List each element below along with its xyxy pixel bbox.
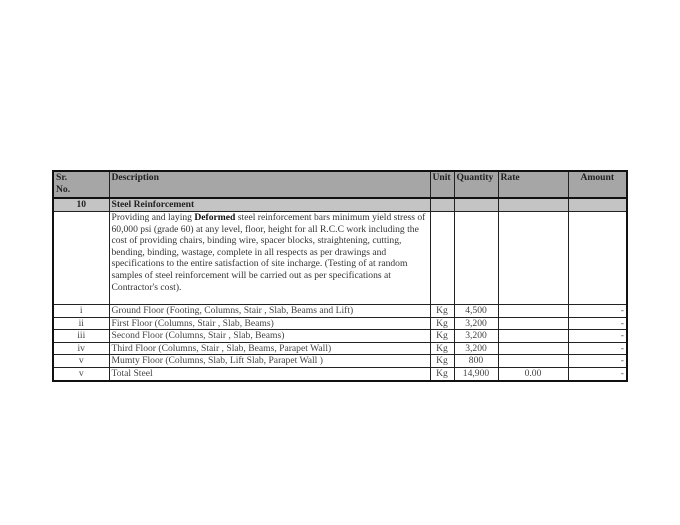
row-sr: v <box>53 355 109 368</box>
row-sr: i <box>53 305 109 318</box>
row-quantity: 3,200 <box>454 317 498 330</box>
row-quantity: 800 <box>454 355 498 368</box>
table-row <box>53 305 627 318</box>
header-rate: Rate <box>498 171 568 198</box>
row-sr: v <box>53 367 109 380</box>
row-amount: - <box>568 342 627 355</box>
row-quantity: 3,200 <box>454 330 498 343</box>
section-number: 10 <box>53 198 109 212</box>
row-unit: Kg <box>430 367 454 380</box>
row-unit: Kg <box>430 305 454 318</box>
row-rate <box>498 305 568 318</box>
header-unit: Unit <box>430 171 454 198</box>
header-amount: Amount <box>568 171 627 198</box>
row-rate <box>498 355 568 368</box>
row-rate <box>498 342 568 355</box>
header-row <box>53 171 627 198</box>
row-quantity: 14,900 <box>454 367 498 380</box>
row-rate: 0.00 <box>498 367 568 380</box>
row-unit: Kg <box>430 355 454 368</box>
row-quantity: 3,200 <box>454 342 498 355</box>
specification-text: Providing and laying Deformed steel reinforcement bars minimum yield stress of 60,000 psi (grade 60) at any level, floor, height for all R.C.C work including the cost of providing chairs, binding wire, spacer blocks, straightening, cutting, bending, binding, wastage, complete in all respects as per drawings and specifications to the entire satisfaction of site incharge. (Testing of at random samples of steel reinforcement will be carried out as per specifications at Contractor's cost). <box>109 212 430 305</box>
row-description: Mumty Floor (Columns, Slab, Lift Slab, Parapet Wall ) <box>109 355 430 368</box>
row-description: Third Floor (Columns, Stair , Slab, Beams, Parapet Wall) <box>109 342 430 355</box>
row-description: First Floor (Columns, Stair , Slab, Beams) <box>109 317 430 330</box>
row-amount: - <box>568 367 627 380</box>
header-sr-no: Sr. No. <box>53 171 109 198</box>
header-quantity: Quantity <box>454 171 498 198</box>
row-amount: - <box>568 330 627 343</box>
row-amount: - <box>568 355 627 368</box>
row-unit: Kg <box>430 330 454 343</box>
row-description: Ground Floor (Footing, Columns, Stair , Slab, Beams and Lift) <box>109 305 430 318</box>
table-row <box>53 342 627 355</box>
row-sr: iv <box>53 342 109 355</box>
section-row <box>53 198 627 212</box>
row-sr: iii <box>53 330 109 343</box>
table-row <box>53 317 627 330</box>
row-description: Second Floor (Columns, Stair , Slab, Beams) <box>109 330 430 343</box>
row-rate <box>498 330 568 343</box>
row-amount: - <box>568 317 627 330</box>
row-quantity: 4,500 <box>454 305 498 318</box>
row-sr: ii <box>53 317 109 330</box>
specification-keyword: Deformed <box>194 212 236 223</box>
header-description: Description <box>109 171 430 198</box>
table-row <box>53 355 627 368</box>
section-title: Steel Reinforcement <box>109 198 430 212</box>
boq-table <box>52 170 628 382</box>
row-description: Total Steel <box>109 367 430 380</box>
table-row <box>53 330 627 343</box>
total-row <box>53 367 627 380</box>
row-amount: - <box>568 305 627 318</box>
row-unit: Kg <box>430 342 454 355</box>
specification-row <box>53 212 627 305</box>
row-rate <box>498 317 568 330</box>
row-unit: Kg <box>430 317 454 330</box>
